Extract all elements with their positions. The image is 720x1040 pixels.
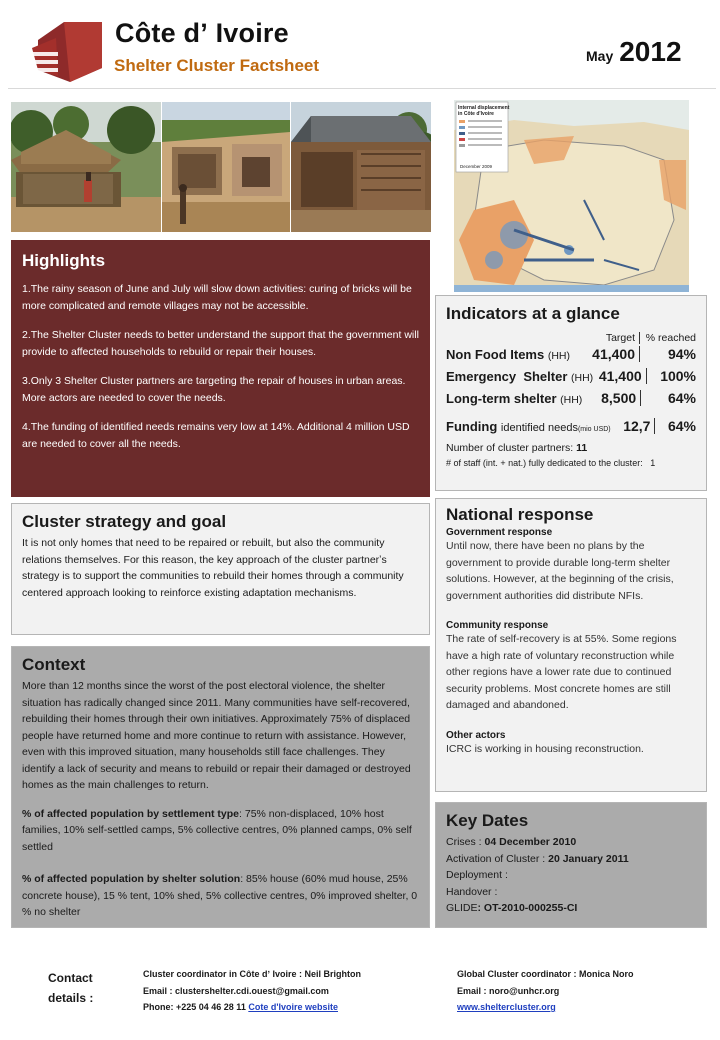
- photo-mud-brick-house: [291, 102, 431, 232]
- global-coordinator-email: Email : noro@unhcr.org: [457, 985, 560, 996]
- indicator-reached: 94%: [667, 346, 696, 362]
- crises-date: [446, 834, 696, 851]
- sheltercluster-website-link[interactable]: www.sheltercluster.org: [457, 1002, 556, 1012]
- indicator-unit: (HH): [560, 394, 583, 406]
- context-box: [11, 646, 430, 928]
- indicator-reached: 100%: [660, 368, 696, 384]
- settlement-type-label: % of affected population by settlement type: [22, 807, 240, 820]
- highlight-item: 2.The Shelter Cluster needs to better understand the support that the government will provide to affected households to rebuild or repair their houses.: [22, 329, 419, 358]
- displacement-map: [454, 100, 689, 292]
- government-response-heading: Government response: [446, 527, 553, 538]
- indicator-label: Non Food Items: [446, 347, 545, 362]
- partners-count: [446, 442, 696, 454]
- global-coordinator-name: Global Cluster coordinator : Monica Noro: [457, 969, 634, 979]
- funding-text: identified needs: [500, 422, 578, 434]
- indicator-row: [446, 368, 696, 390]
- other-actors-text: ICRC is working in housing reconstruction.: [446, 742, 644, 755]
- funding-reached: 64%: [667, 418, 696, 434]
- report-year: 2012: [619, 36, 682, 67]
- glide-label: GLIDE: [446, 902, 478, 914]
- coordinator-phone: Phone: +225 04 46 28 11: [143, 1002, 249, 1012]
- handover-date: Handover :: [446, 885, 498, 898]
- funding-target: 12,7: [611, 418, 656, 434]
- indicators-box: [435, 295, 707, 491]
- coordinator-name: Cluster coordinator in Côte dʼ Ivoire : Neil Brighton: [143, 969, 362, 979]
- glide-value: : OT-2010-000255-CI: [477, 902, 578, 914]
- indicator-label: Emergency Shelter: [446, 369, 568, 384]
- crises-value: 04 December 2010: [484, 836, 577, 848]
- indicator-unit: (HH): [547, 350, 571, 362]
- indicator-label: Long-term shelter: [446, 391, 557, 406]
- glide-number: [446, 900, 696, 917]
- staff-label: # of staff (int. + nat.) fully dedicated to the cluster:: [446, 458, 643, 468]
- indicator-target: 41,400: [593, 368, 646, 384]
- deployment-date: Deployment :: [446, 869, 508, 881]
- map-title-line-1: Internal displacement: [458, 105, 510, 111]
- settlement-type-text: : 75% non-displaced, 10% host families, 10% self-settled camps, 5% collective centres, 0% planned camps, 0% self settled: [22, 807, 412, 853]
- government-response-text: Until now, there have been no plans by the government to provide durable long-term shelter solutions. However, at the beginning of the crisis, government authorities did distribute NFIs.: [446, 540, 674, 602]
- col-reached-header: % reached: [645, 332, 696, 344]
- settlement-type-stats: [22, 806, 419, 856]
- indicator-row: [446, 390, 696, 412]
- indicator-row: [446, 346, 696, 368]
- indicator-reached: 64%: [667, 390, 696, 406]
- indicators-header-row: [446, 330, 696, 346]
- staff-count: [446, 458, 696, 468]
- activation-value: 20 January 2011: [548, 852, 629, 865]
- page-subtitle: Shelter Cluster Factsheet: [114, 56, 320, 75]
- local-contact: [143, 966, 361, 1016]
- photo-damaged-house: [162, 102, 290, 232]
- strategy-text: It is not only homes that need to be repaired or rebuilt, but also the community relations themselves. For this reason, the key approach of the cluster partnerʼs strategy is to support the communities to rebuild their homes through a community centered approach looking to reinforce existing adaptation mechanisms.: [22, 537, 404, 599]
- indicators-heading: Indicators at a glance: [446, 304, 620, 323]
- other-actors-heading: Other actors: [446, 729, 506, 741]
- page-title: Côte dʼ Ivoire: [115, 18, 289, 48]
- context-heading: Context: [22, 655, 86, 674]
- highlight-item: 4.The funding of identified needs remains very low at 14%. Additional 4 million USD are needed to cover all the needs.: [22, 421, 410, 450]
- shelter-solution-text: : 85% house (60% mud house, 25% concrete house), 15 % tent, 10% shed, 5% collective centres, 0% improved shelter, 0 % no shelter: [22, 873, 418, 918]
- shelter-solution-stats: [22, 871, 419, 921]
- strategy-heading: Cluster strategy and goal: [22, 512, 227, 531]
- header-divider: [8, 88, 716, 89]
- partners-label: Number of cluster partners:: [446, 442, 577, 454]
- highlight-item: 3.Only 3 Shelter Cluster partners are targeting the repair of houses in urban areas. More actors are needed to cover the needs.: [22, 375, 406, 404]
- activation-date: [446, 851, 696, 868]
- report-date: [586, 36, 682, 68]
- cote-divoire-website-link[interactable]: Cote d'Ivoire website: [248, 1002, 338, 1012]
- national-response-box: [435, 498, 707, 792]
- coordinator-email: Email : clustershelter.cdi.ouest@gmail.com: [143, 985, 329, 996]
- indicators-table: [446, 330, 696, 468]
- community-response-text: The rate of self-recovery is at 55%. Some regions have a high rate of voluntary reconstruction while other regions have a lower rate due to continued security problems. Most concrete homes are still damaged and abandoned.: [446, 633, 677, 711]
- report-month: May: [586, 48, 614, 64]
- indicator-target: 41,400: [580, 346, 640, 362]
- key-dates-box: [435, 802, 707, 928]
- funding-unit: (mio USD): [577, 426, 611, 433]
- indicator-target: 8,500: [582, 390, 641, 406]
- global-contact: [457, 966, 634, 1016]
- crises-label: Crises :: [446, 836, 485, 848]
- photo-thatched-hut: [11, 102, 161, 232]
- contact-title: Contact details :: [48, 971, 94, 1005]
- funding-label: Funding: [446, 419, 498, 434]
- national-heading: National response: [446, 505, 594, 524]
- community-response-heading: Community response: [446, 620, 549, 631]
- strategy-box: [11, 503, 430, 635]
- funding-row: [446, 418, 696, 440]
- col-target-header: Target: [580, 332, 640, 344]
- context-text: More than 12 months since the worst of the post electoral violence, the shelter situation has radically changed since 2011. Many communities have self-recovered, rebuilding their homes through their own initiatives. Approximately 75% of displaced people have returned home and more continue to return with assistance. However, even with this improved situation, many households still face challenges. They identify a lack of security and means to rebuild or repair their damaged or destroyed homes as the main challenges to return.: [22, 680, 411, 791]
- key-dates-heading: Key Dates: [446, 811, 529, 830]
- highlights-box: [11, 240, 430, 497]
- coordinator-phone-line: [143, 999, 361, 1016]
- highlights-heading: Highlights: [22, 251, 106, 270]
- activation-label: Activation of Cluster :: [446, 852, 549, 865]
- map-date: December 2009: [460, 164, 493, 169]
- shelter-solution-label: % of affected population by shelter solution: [22, 873, 241, 885]
- staff-value: 1: [650, 458, 656, 468]
- partners-value: 11: [576, 442, 588, 454]
- highlight-item: 1.The rainy season of June and July will slow down activities: curing of bricks will be more complicated and remote villages may not be accessible.: [22, 283, 412, 312]
- shelter-cluster-logo: [30, 18, 106, 84]
- indicator-unit: (HH): [571, 372, 594, 384]
- map-title-line-2: in Côte d'Ivoire: [458, 111, 494, 117]
